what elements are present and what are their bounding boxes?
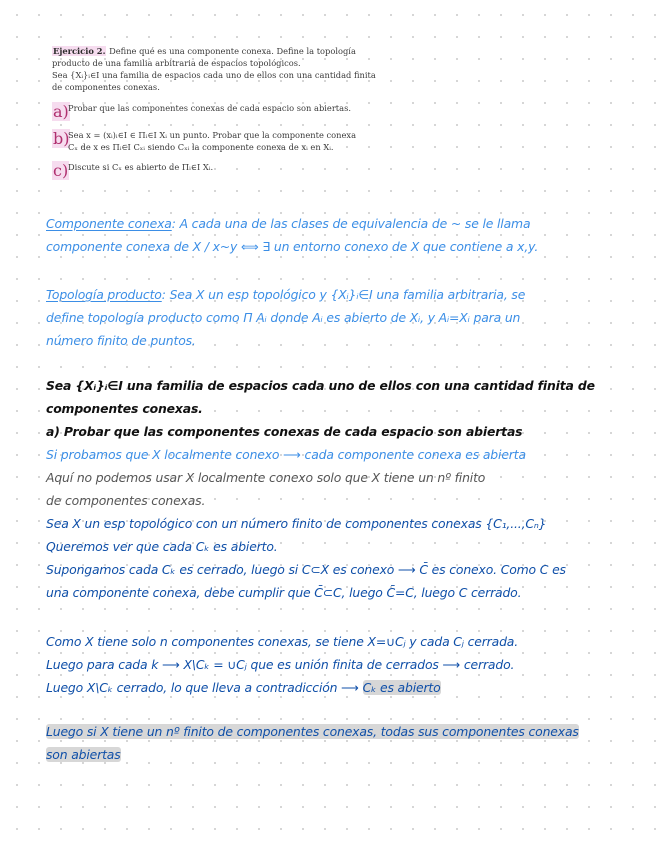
exercise-line-4: de componentes conexas. xyxy=(52,82,160,92)
item-label: c) xyxy=(53,161,69,180)
item-label: b) xyxy=(53,129,70,148)
hand-line: una componente conexa, debe cumplir que C̄⊂C, luego C̄=C, luego C cerrado. xyxy=(46,585,522,600)
hand-line: Luego para cada k ⟶ X\Cₖ = ∪Cⱼ que es unión finita de cerrados ⟶ cerrado. xyxy=(46,657,515,672)
part-a-block xyxy=(46,374,626,604)
hand-line: número finito de puntos. xyxy=(46,333,196,348)
exercise-title: Ejercicio 2. xyxy=(53,46,106,56)
item-label: a) xyxy=(53,102,69,121)
def-topologia-producto xyxy=(46,283,626,352)
hand-line xyxy=(46,720,626,743)
exercise-line-2: producto de una familia arbitraria de espacios topológicos. xyxy=(52,58,301,68)
part-a-heading: a) Probar que las componentes conexas de cada espacio son abiertas xyxy=(46,424,523,439)
item-text: Discute si Cₓ es abierto de Πᵢ∈I Xᵢ. xyxy=(68,162,214,172)
term-topologia-producto: Topología producto xyxy=(46,287,162,302)
item-text: Sea x = (xᵢ)ᵢ∈I ∈ Πᵢ∈I Xᵢ un punto. Probar que la componente conexa xyxy=(68,130,357,140)
hand-line: Sea {Xᵢ}ᵢ∈I una familia de espacios cada uno de ellos con una cantidad finita de xyxy=(46,378,595,393)
exercise-line-1 xyxy=(52,45,424,57)
def-componente-conexa xyxy=(46,212,626,258)
proof-continuation xyxy=(46,630,626,699)
highlighted-text: son abiertas xyxy=(46,747,121,762)
hand-text: : A cada una de las clases de equivalencia de ~ se le llama xyxy=(171,216,531,231)
hand-line: define topología producto como Π Aᵢ donde Aᵢ es abierto de Xᵢ, y Aᵢ=Xᵢ para un xyxy=(46,310,521,325)
exercise-statement xyxy=(52,45,424,180)
hand-line xyxy=(46,212,626,235)
hand-line: Sea X un esp topológico con un número finito de componentes conexas {C₁,...,Cₙ} xyxy=(46,516,547,531)
hand-line xyxy=(46,283,626,306)
hand-text: Luego X\Cₖ cerrado, lo que lleva a contradicción ⟶ xyxy=(46,680,363,695)
hand-line: Queremos ver que cada Cₖ es abierto. xyxy=(46,539,278,554)
hand-line: de componentes conexas. xyxy=(46,493,206,508)
exercise-item-a xyxy=(52,102,424,121)
hand-line: Aquí no podemos usar X localmente conexo solo que X tiene un nº finito xyxy=(46,470,486,485)
hand-line: componente conexa de X / x~y ⟺ ∃ un entorno conexo de X que contiene a x,y. xyxy=(46,239,539,254)
exercise-text: Define qué es una componente conexa. Define la topología xyxy=(109,46,356,56)
hand-line: Como X tiene solo n componentes conexas, se tiene X=∪Cⱼ y cada Cⱼ cerrada. xyxy=(46,634,519,649)
item-text: Probar que las componentes conexas de cada espacio son abiertas. xyxy=(68,103,351,113)
hand-line: Supongamos cada Cₖ es cerrado, luego si C⊂X es conexo ⟶ C̄ es conexo. Como C es xyxy=(46,562,566,577)
highlighted-conclusion: Cₖ es abierto xyxy=(362,680,441,695)
exercise-item-c xyxy=(52,161,424,180)
hand-line xyxy=(46,743,626,766)
term-componente-conexa: Componente conexa xyxy=(46,216,172,231)
hand-line: componentes conexas. xyxy=(46,401,203,416)
exercise-item-b xyxy=(52,129,424,153)
highlighted-text: Luego si X tiene un nº finito de componentes conexas, todas sus componentes conexas xyxy=(46,724,579,739)
hand-line xyxy=(46,676,626,699)
item-text-cont: Cₓ de x es Πᵢ∈I Cₓᵢ siendo Cₓᵢ la componente conexa de xᵢ en Xᵢ. xyxy=(68,142,334,152)
hand-text: : Sea X un esp topológico y {Xᵢ}ᵢ∈I una familia arbitraria, se xyxy=(161,287,526,302)
exercise-line-3: Sea {Xᵢ}ᵢ∈I una familia de espacios cada uno de ellos con una cantidad finita xyxy=(52,70,376,80)
conclusion xyxy=(46,720,626,766)
hand-line: Si probamos que X localmente conexo ⟶ cada componente conexa es abierta xyxy=(46,447,526,462)
